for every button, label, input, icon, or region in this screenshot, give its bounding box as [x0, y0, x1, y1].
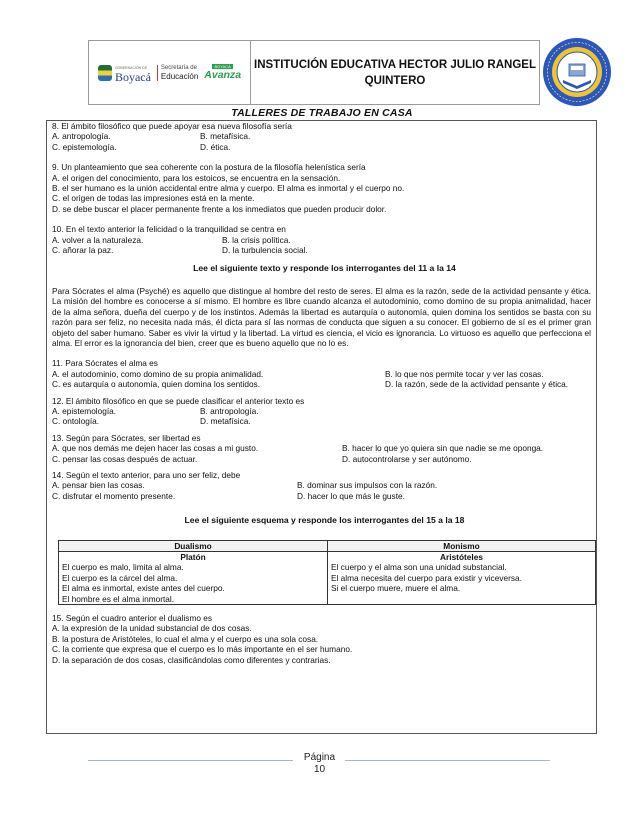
- q12-stem: 12. El ámbito filosófico en que se puede clasificar el anterior texto es: [52, 395, 305, 406]
- q8-option-d: D. ética.: [200, 141, 231, 152]
- q9-option-d: D. se debe buscar el placer permanente frente a los inmediatos que pueden producir dolor.: [52, 203, 387, 214]
- secretaria-logo: [157, 65, 198, 81]
- q10-option-c: C. añorar la paz.: [52, 245, 114, 256]
- q8-option-b: B. metafísica.: [200, 131, 251, 142]
- platon-list: [59, 562, 328, 604]
- table-head-monismo: Monismo: [328, 540, 596, 551]
- logo-name: Boyacá: [114, 69, 151, 84]
- q13-option-d: D. autocontrolarse y ser autónomo.: [342, 453, 472, 464]
- q14-option-c: C. disfrutar el momento presente.: [52, 490, 176, 501]
- logo-small-text: GOBERNACIÓN DE: [114, 65, 148, 70]
- q12-option-a: A. epistemología.: [52, 405, 117, 416]
- avanza-text: Avanza: [204, 69, 242, 81]
- page-header: [88, 40, 540, 105]
- table-head-dualismo: Dualismo: [59, 540, 328, 551]
- institution-name: [251, 41, 539, 104]
- q8-option-c: C. epistemología.: [52, 141, 117, 152]
- page-label: Página: [303, 752, 336, 763]
- q10-stem: 10. En el texto anterior la felicidad o la tranquilidad se centra en: [52, 224, 286, 235]
- q15-option-c: C. la corriente que expresa que el cuerpo es lo más importante en el ser humano.: [52, 644, 353, 655]
- q9-option-a: A. el origen del conocimiento, para los estoicos, se encuentra en la sensación.: [52, 172, 341, 183]
- q15-option-a: A. la expresión de la unidad substancial de dos cosas.: [52, 623, 252, 634]
- q13-option-b: B. hacer lo que yo quiera sin que nadie se me oponga.: [342, 443, 544, 454]
- q15-option-b: B. la postura de Aristóteles, lo cual el alma y el cuerpo es una sola cosa.: [52, 633, 319, 644]
- aristoteles-item: El cuerpo y el alma son una unidad substancial.: [331, 562, 507, 573]
- secretaria-text: Secretaría de: [160, 64, 197, 71]
- q12-option-c: C. ontología.: [52, 416, 100, 427]
- boyaca-crest-icon: [98, 65, 112, 81]
- q11-option-d: D. la razón, sede de la actividad pensante y ética.: [385, 379, 569, 390]
- platon-item: El cuerpo es malo, limita al alma.: [62, 562, 184, 573]
- heading-15-18: Lee el siguiente esquema y responde los interrogantes del 15 a la 18: [184, 515, 465, 526]
- q11-option-b: B. lo que nos permite tocar y ver las cosas.: [385, 368, 544, 379]
- dualism-monism-table: [58, 540, 596, 605]
- header-logos: [89, 41, 251, 104]
- q12-option-b: B. antropología.: [200, 405, 259, 416]
- platon-item: El hombre es el alma inmortal.: [62, 593, 175, 604]
- platon-item: El alma es inmortal, existe antes del cuerpo.: [62, 583, 225, 594]
- q11-option-c: C. es autarquía o autonomía, quien domina los sentidos.: [52, 379, 261, 390]
- q13-stem: 13. Según para Sócrates, ser libertad es: [52, 432, 201, 443]
- q12-option-d: D. metafísica.: [200, 416, 251, 427]
- q13-option-c: C. pensar las cosas después de actuar.: [52, 453, 198, 464]
- aristoteles-item: Si el cuerpo muere, muere el alma.: [331, 583, 461, 594]
- heading-11-14: Lee el siguiente texto y responde los interrogantes del 11 a la 14: [193, 263, 456, 274]
- table-sub-platon: Platón: [59, 552, 328, 563]
- table-sub-aristoteles: Aristóteles: [328, 552, 596, 563]
- aristoteles-item: El alma necesita del cuerpo para existir y viceversa.: [331, 572, 522, 583]
- avanza-logo: [204, 64, 241, 81]
- institution-line2: QUINTERO: [364, 74, 426, 87]
- q9-stem: 9. Un planteamiento que sea coherente con la postura de la filosofía helenística sería: [52, 162, 366, 173]
- platon-item: El cuerpo es la cárcel del alma.: [62, 572, 178, 583]
- avanza-tag: BOYACÁ: [214, 64, 231, 69]
- q10-option-b: B. la crisis política.: [222, 234, 291, 245]
- q14-option-b: B. dominar sus impulsos con la razón.: [297, 480, 438, 491]
- q8-stem: 8. El ámbito filosófico que puede apoyar esa nueva filosofía sería: [52, 121, 292, 131]
- boyaca-logo: [98, 64, 151, 82]
- q9-option-c: C. el origen de todas las impresiones está en la mente.: [52, 193, 255, 204]
- q11-stem: 11. Para Sócrates el alma es: [52, 358, 158, 369]
- section-title: TALLERES DE TRABAJO EN CASA: [231, 107, 413, 119]
- worksheet-content: [52, 121, 597, 665]
- passage-socrates: Para Sócrates el alma (Psyché) es aquello que distingue al hombre del resto de seres. El alma es la razón, sede de la actividad pensante y ética. La misión del hombre es conocerse a sí mismo. El hombre es libre cuando alcanza el autodominio, como domino de su propia animalidad, hacer de la alma señora, dueña del cuerpo y de los instintos. Además la libertad es autarquía o autonomía, quien domina los sentidos se basta con su razón para ser feliz, no necesita nada más, él dicta para sí las normas de conducta que siguen a su conocer. El gobierno de sí es el primer gran objeto del saber humano. Saber es vivir la virtud y la libertad. La virtud es ciencia, el vicio es ignorancia. Lo virtuoso es aquello que perfecciona el alma. El error es la ignorancia del bien, creer que es bueno aquello que no lo es.: [52, 285, 591, 348]
- q15-option-d: D. la separación de dos cosas, clasificándolas como diferentes y contrarias.: [52, 654, 331, 665]
- q14-stem: 14. Según el texto anterior, para uno ser feliz, debe: [52, 469, 241, 480]
- educacion-text: Educación: [160, 71, 199, 81]
- q14-option-d: D. hacer lo que más le guste.: [297, 490, 405, 501]
- q10-option-a: A. volver a la naturaleza.: [52, 234, 144, 245]
- aristoteles-list: [328, 562, 596, 604]
- q13-option-a: A. que nos demás me dejen hacer las cosas a mi gusto.: [52, 443, 259, 454]
- q8-option-a: A. antropología.: [52, 131, 111, 142]
- institution-line1: INSTITUCIÓN EDUCATIVA HECTOR JULIO RANGEL: [254, 58, 536, 71]
- page-number: 10: [313, 764, 326, 775]
- q15-stem: 15. Según el cuadro anterior el dualismo es: [52, 613, 213, 624]
- q9-option-b: B. el ser humano es la unión accidental entre alma y cuerpo. El alma es inmortal y el cuerpo no.: [52, 183, 405, 194]
- q14-option-a: A. pensar bien las cosas.: [52, 480, 145, 491]
- q10-option-d: D. la turbulencia social.: [222, 245, 308, 256]
- school-seal-icon: [541, 36, 613, 108]
- q11-option-a: A. el autodominio, como domino de su propia animalidad.: [52, 368, 264, 379]
